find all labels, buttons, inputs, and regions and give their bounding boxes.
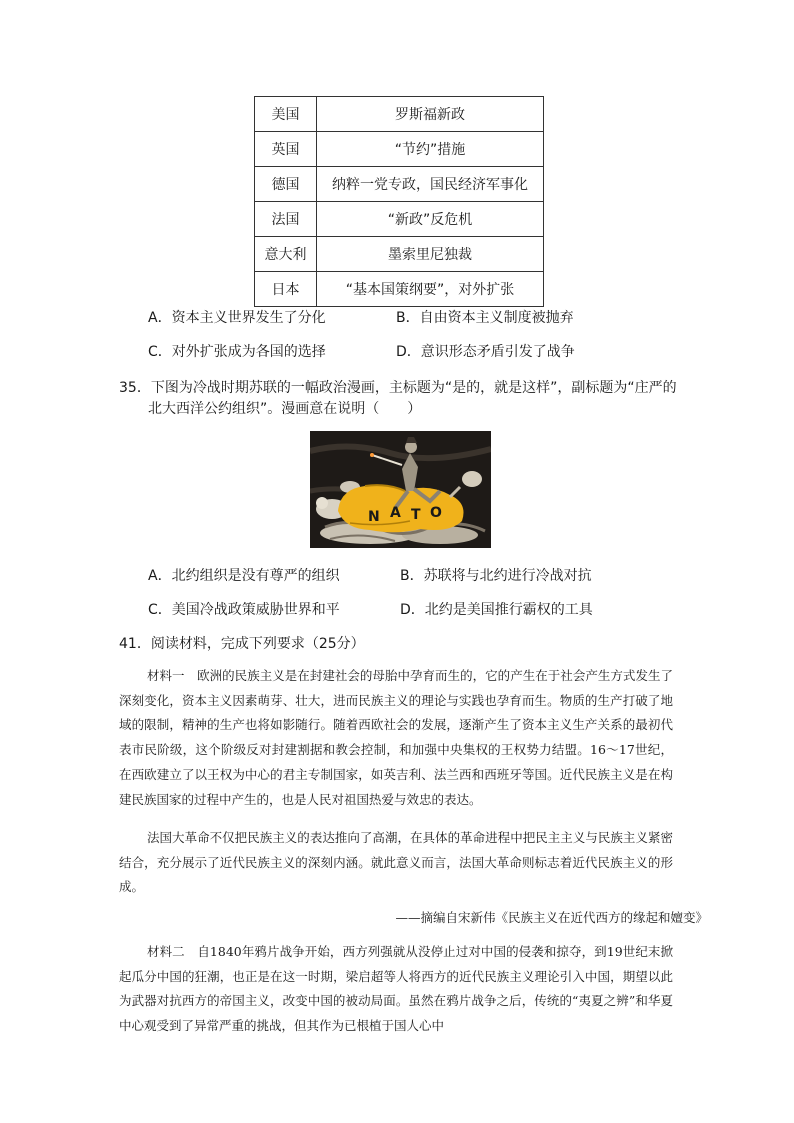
country-cell: 英国 bbox=[255, 132, 317, 167]
q35-stem-line2: 北大西洋公约组织”。漫画意在说明（ ） bbox=[148, 401, 422, 417]
policy-cell: 墨索里尼独裁 bbox=[317, 237, 544, 272]
cartoon-letter-t: T bbox=[411, 507, 421, 523]
country-cell: 德国 bbox=[255, 167, 317, 202]
policy-cell: 罗斯福新政 bbox=[317, 97, 544, 132]
table-row bbox=[255, 237, 544, 272]
material1-text: 材料一 欧洲的民族主义是在封建社会的母胎中孕育而生的，它的产生在于社会产生方式发生了深刻变化，资本主义因素萌芽、壮大，进而民族主义的理论与实践也孕育而生。物质的生产打破了地域的限制，精神的生产也将如影随行。随着西欧社会的发展，逐渐产生了资本主义生产关系的最初代表市民阶级，这个阶级反对封建割据和教会控制，和加强中央集权的王权势力结盟。16～17世纪，在西欧建立了以王权为中心的君主专制国家，如英吉利、法兰西和西班牙等国。近代民族主义是在构建民族国家的过程中产生的，也是人民对祖国热爱与效忠的表达。 bbox=[119, 668, 673, 807]
q35-stem-line1: 35．下图为冷战时期苏联的一幅政治漫画，主标题为“是的，就是这样”，副标题为“庄严的 bbox=[119, 380, 677, 396]
policy-cell: “基本国策纲要”，对外扩张 bbox=[317, 272, 544, 307]
q35-option-d: D．北约是美国推行霸权的工具 bbox=[400, 602, 593, 618]
q35-option-c: C．美国冷战政策威胁世界和平 bbox=[148, 602, 340, 618]
policy-cell: “新政”反危机 bbox=[317, 202, 544, 237]
q34-option-d: D．意识形态矛盾引发了战争 bbox=[396, 344, 575, 360]
material2-paragraph bbox=[119, 940, 673, 1039]
country-cell: 美国 bbox=[255, 97, 317, 132]
nato-cartoon-image bbox=[310, 431, 491, 548]
table-row bbox=[255, 272, 544, 307]
policy-cell: 纳粹一党专政，国民经济军事化 bbox=[317, 167, 544, 202]
cartoon-letter-n: N bbox=[368, 509, 380, 525]
cartoon-letter-o: O bbox=[430, 505, 442, 521]
q35-option-a: A．北约组织是没有尊严的组织 bbox=[148, 568, 340, 584]
country-cell: 意大利 bbox=[255, 237, 317, 272]
material1-source: ——摘编自宋新伟《民族主义在近代西方的缘起和嬗变》 bbox=[395, 910, 708, 925]
material2-text: 材料二 自1840年鸦片战争开始，西方列强就从没停止过对中国的侵袭和掠夺，到19世纪末掀起瓜分中国的狂潮，也正是在这一时期，梁启超等人将西方的近代民族主义理论引入中国，期望以此为武器对抗西方的帝国主义，改变中国的被动局面。虽然在鸦片战争之后，传统的“夷夏之辨”和华夏中心观受到了异常严重的挑战，但其作为已根植于国人心中 bbox=[119, 944, 673, 1034]
material1-paragraph2 bbox=[119, 826, 673, 900]
cartoon-letter-a: A bbox=[390, 505, 401, 521]
policy-table bbox=[254, 96, 544, 307]
q41-title: 41．阅读材料，完成下列要求（25分） bbox=[119, 636, 365, 652]
table-row bbox=[255, 132, 544, 167]
table-row bbox=[255, 97, 544, 132]
table-row bbox=[255, 167, 544, 202]
material1-text2: 法国大革命不仅把民族主义的表达推向了高潮，在具体的革命进程中把民主主义与民族主义紧密结合，充分展示了近代民族主义的深刻内涵。就此意义而言，法国大革命则标志着近代民族主义的形成。 bbox=[119, 830, 673, 895]
country-cell: 日本 bbox=[255, 272, 317, 307]
q35-option-b: B．苏联将与北约进行冷战对抗 bbox=[400, 568, 592, 584]
table-row bbox=[255, 202, 544, 237]
policy-cell: “节约”措施 bbox=[317, 132, 544, 167]
q34-option-b: B．自由资本主义制度被抛弃 bbox=[396, 310, 574, 326]
country-cell: 法国 bbox=[255, 202, 317, 237]
q34-option-c: C．对外扩张成为各国的选择 bbox=[148, 344, 326, 360]
q34-option-a: A．资本主义世界发生了分化 bbox=[148, 310, 326, 326]
material1-paragraph1 bbox=[119, 664, 673, 812]
